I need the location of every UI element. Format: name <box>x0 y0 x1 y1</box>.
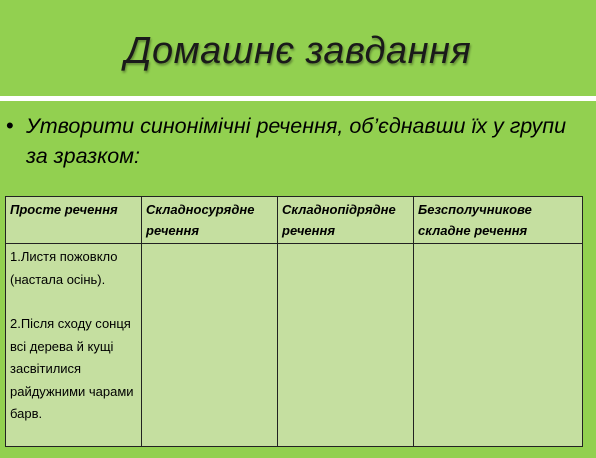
header-asyndetic-sentence: Безсполучникове складне речення <box>414 197 583 244</box>
cell-asyndetic-sentence <box>414 244 583 447</box>
example-sentence-2: 2.Після сходу сонця всі дерева й кущі засвітилися райдужними чарами барв. <box>10 316 134 421</box>
table-row <box>6 244 583 447</box>
content-panel <box>0 101 596 458</box>
task-bullet <box>6 111 586 171</box>
bullet-icon: • <box>6 113 14 138</box>
task-text: Утворити синонімічні речення, об’єднавши їх у групи за зразком: <box>26 114 567 168</box>
cell-compound-sentence <box>142 244 278 447</box>
slide-title: Домашнє завдання <box>124 29 472 72</box>
table-header-row <box>6 197 583 244</box>
cell-complex-sentence <box>278 244 414 447</box>
example-sentence-1: 1.Листя пожовкло (настала осінь). <box>10 249 118 287</box>
title-bar <box>0 0 596 96</box>
task-table <box>5 196 583 447</box>
cell-spacer <box>10 291 137 313</box>
header-complex-sentence: Складнопідрядне речення <box>278 197 414 244</box>
header-compound-sentence: Складносурядне речення <box>142 197 278 244</box>
header-simple-sentence: Просте речення <box>6 197 142 244</box>
cell-simple-sentence <box>6 244 142 447</box>
